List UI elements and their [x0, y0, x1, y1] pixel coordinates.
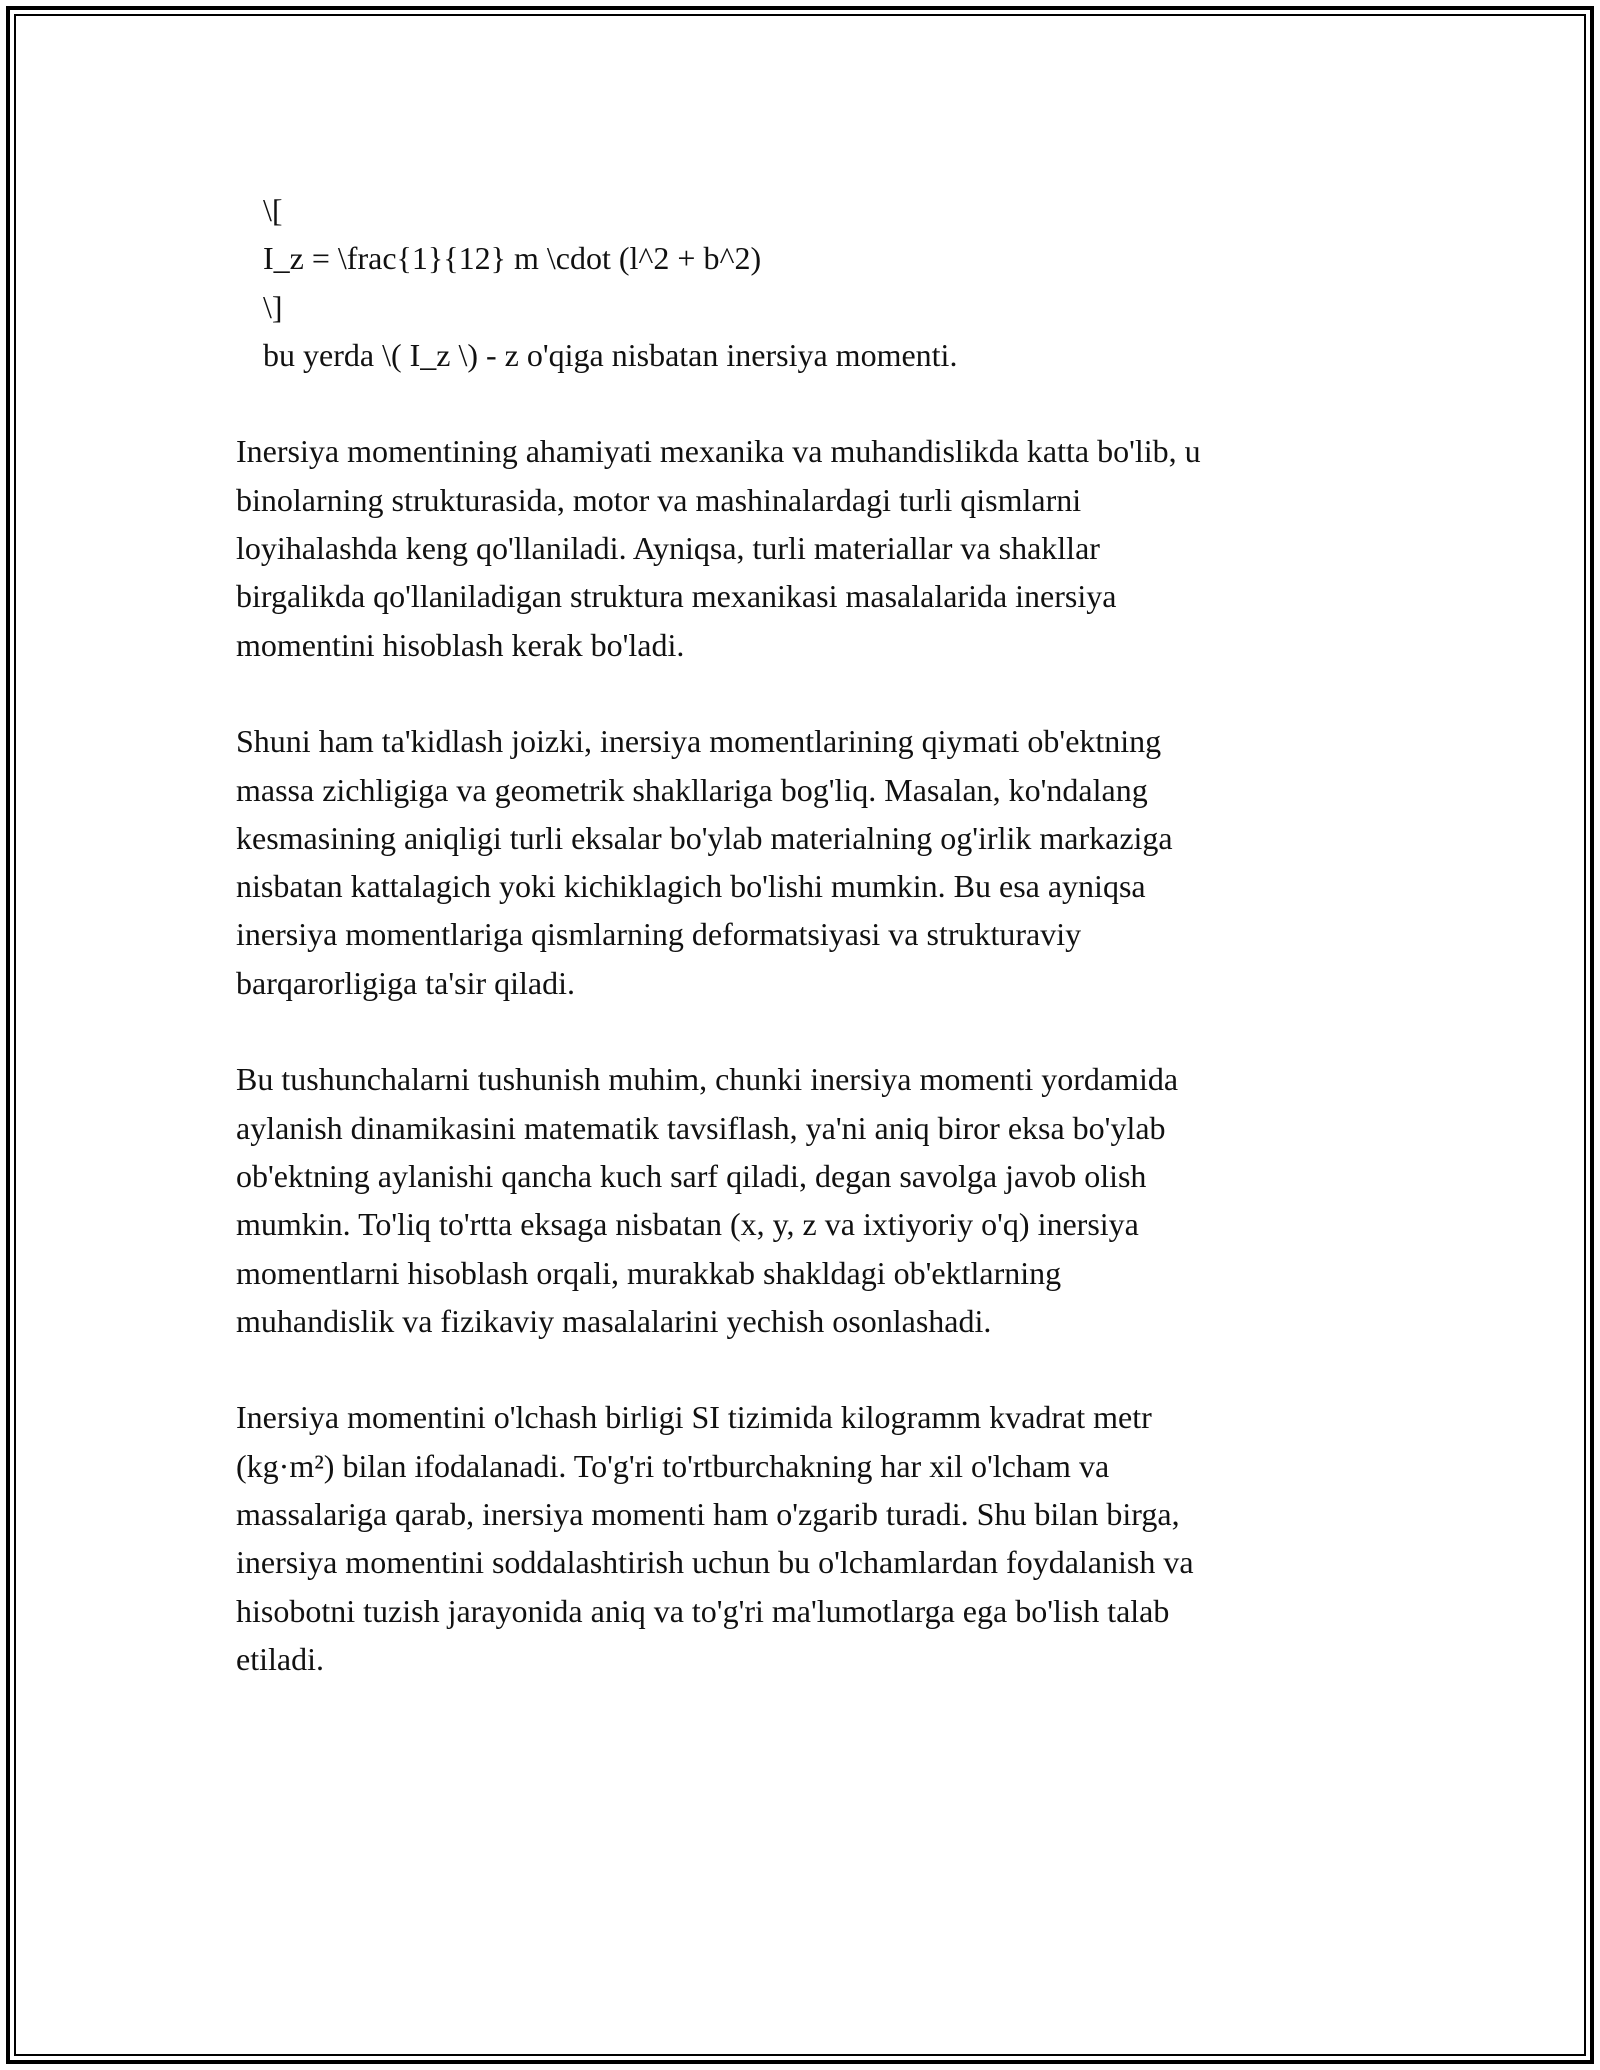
- paragraph-line: birgalikda qo'llaniladigan struktura mexanikasi masalalarida inersiya: [236, 578, 1117, 615]
- paragraph-line: Inersiya momentining ahamiyati mexanika va muhandislikda katta bo'lib, u: [236, 433, 1201, 470]
- paragraph-line: etiladi.: [236, 1640, 324, 1677]
- paragraph-line: momentini hisoblash kerak bo'ladi.: [236, 626, 685, 663]
- paragraph-line: massa zichligiga va geometrik shakllariga bog'liq. Masalan, ko'ndalang: [236, 771, 1148, 808]
- formula-expression: I_z = \frac{1}{12} m \cdot (l^2 + b^2): [263, 240, 762, 277]
- paragraph-line: Inersiya momentini o'lchash birligi SI tizimida kilogramm kvadrat metr: [236, 1399, 1152, 1436]
- paragraph-units: [236, 1393, 1376, 1683]
- paragraph-line: inersiya momentini soddalashtirish uchun bu o'lchamlardan foydalanish va: [236, 1544, 1194, 1581]
- paragraph-importance: [236, 427, 1376, 668]
- paragraph-line: kesmasining aniqligi turli eksalar bo'ylab materialning og'irlik markaziga: [236, 819, 1173, 856]
- paragraph-line: massalariga qarab, inersiya momenti ham o'zgarib turadi. Shu bilan birga,: [236, 1496, 1180, 1533]
- formula-close-delimiter: \]: [263, 288, 283, 325]
- paragraph-line: nisbatan kattalagich yoki kichiklagich bo'lishi mumkin. Bu esa ayniqsa: [236, 868, 1146, 905]
- formula-open-delimiter: \[: [263, 192, 283, 228]
- paragraph-line: mumkin. To'liq to'rtta eksaga nisbatan (x, y, z va ixtiyoriy o'q) inersiya: [236, 1206, 1139, 1243]
- paragraph-line: hisobotni tuzish jarayonida aniq va to'g'ri ma'lumotlarga ega bo'lish talab: [236, 1592, 1170, 1629]
- paragraph-line: barqarorligiga ta'sir qiladi.: [236, 964, 575, 1001]
- paragraph-dependence: [236, 717, 1376, 1007]
- paragraph-line: Bu tushunchalarni tushunish muhim, chunki inersiya momenti yordamida: [236, 1061, 1179, 1098]
- paragraph-line: momentlarni hisoblash orqali, murakkab shakldagi ob'ektlarning: [236, 1254, 1062, 1291]
- paragraph-line: binolarning strukturasida, motor va mashinalardagi turli qismlarni: [236, 481, 1082, 518]
- paragraph-understanding: [236, 1055, 1376, 1345]
- paragraph-line: muhandislik va fizikaviy masalalarini yechish osonlashadi.: [236, 1302, 992, 1339]
- formula-note: bu yerda \( I_z \) - z o'qiga nisbatan inersiya momenti.: [263, 336, 958, 373]
- paragraph-line: Shuni ham ta'kidlash joizki, inersiya momentlarining qiymati ob'ektning: [236, 723, 1162, 760]
- paragraph-line: aylanish dinamikasini matematik tavsiflash, ya'ni aniq biror eksa bo'ylab: [236, 1109, 1166, 1146]
- formula-block: [236, 186, 1376, 379]
- paragraph-line: ob'ektning aylanishi qancha kuch sarf qiladi, degan savolga javob olish: [236, 1157, 1147, 1194]
- paragraph-line: inersiya momentlariga qismlarning deformatsiyasi va strukturaviy: [236, 916, 1082, 953]
- document-body: [236, 186, 1376, 1683]
- paragraph-line: (kg·m²) bilan ifodalanadi. To'g'ri to'rtburchakning har xil o'lcham va: [236, 1447, 1110, 1484]
- paragraph-line: loyihalashda keng qo'llaniladi. Ayniqsa, turli materiallar va shakllar: [236, 530, 1100, 567]
